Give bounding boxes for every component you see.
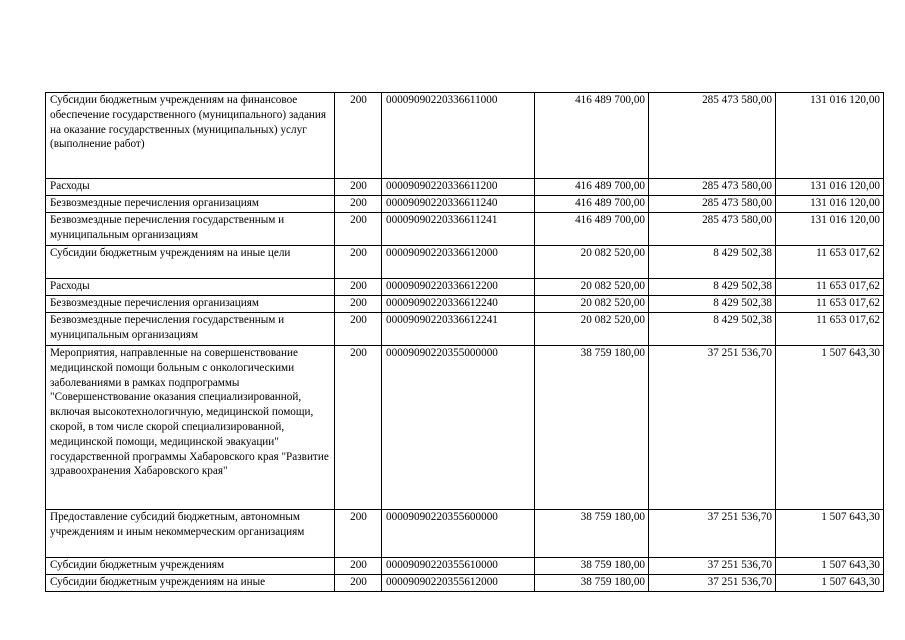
row-line-code: 200 [335,279,382,296]
table-row [46,246,884,279]
row-remaining-amount: 1 507 643,30 [776,510,884,558]
table-row [46,213,884,246]
row-executed-amount: 8 429 502,38 [649,313,776,346]
row-remaining-amount: 1 507 643,30 [776,575,884,592]
row-line-code: 200 [335,246,382,279]
row-approved-amount: 38 759 180,00 [535,575,649,592]
table-row [46,558,884,575]
row-name: Безвозмездные перечисления государственным и муниципальным организациям [46,313,335,346]
row-approved-amount: 416 489 700,00 [535,213,649,246]
row-remaining-amount: 1 507 643,30 [776,558,884,575]
row-approved-amount: 416 489 700,00 [535,93,649,179]
row-remaining-amount: 131 016 120,00 [776,179,884,196]
row-name: Безвозмездные перечисления организациям [46,296,335,313]
row-remaining-amount: 131 016 120,00 [776,93,884,179]
row-executed-amount: 37 251 536,70 [649,510,776,558]
row-executed-amount: 37 251 536,70 [649,575,776,592]
row-line-code: 200 [335,296,382,313]
row-classification-code: 00009090220336611200 [382,179,535,196]
row-remaining-amount: 11 653 017,62 [776,296,884,313]
row-line-code: 200 [335,558,382,575]
table-row [46,179,884,196]
row-classification-code: 00009090220355612000 [382,575,535,592]
row-approved-amount: 20 082 520,00 [535,296,649,313]
row-name: Расходы [46,179,335,196]
row-remaining-amount: 131 016 120,00 [776,213,884,246]
row-approved-amount: 20 082 520,00 [535,246,649,279]
row-classification-code: 00009090220336612200 [382,279,535,296]
row-classification-code: 00009090220355000000 [382,346,535,510]
row-remaining-amount: 131 016 120,00 [776,196,884,213]
table-row [46,296,884,313]
row-approved-amount: 38 759 180,00 [535,558,649,575]
row-remaining-amount: 1 507 643,30 [776,346,884,510]
row-classification-code: 00009090220336611240 [382,196,535,213]
table-row [46,313,884,346]
row-classification-code: 00009090220336611000 [382,93,535,179]
row-executed-amount: 37 251 536,70 [649,558,776,575]
row-line-code: 200 [335,93,382,179]
table-row [46,279,884,296]
row-approved-amount: 38 759 180,00 [535,510,649,558]
row-executed-amount: 8 429 502,38 [649,296,776,313]
row-line-code: 200 [335,313,382,346]
row-name: Мероприятия, направленные на совершенствование медицинской помощи больным с онкологическими заболеваниями в рамках подпрограммы "Совершенствование оказания специализированной, включая высокотехнологичную, медицинской помощи, скорой, в том числе скорой специализированной, медицинской помощи, медицинской эвакуации" государственной программы Хабаровского края "Развитие здравоохранения Хабаровского края" [46,346,335,510]
table-row [46,196,884,213]
row-line-code: 200 [335,575,382,592]
row-classification-code: 00009090220336612241 [382,313,535,346]
table-row [46,93,884,179]
table-row [46,510,884,558]
row-approved-amount: 20 082 520,00 [535,313,649,346]
row-remaining-amount: 11 653 017,62 [776,279,884,296]
row-name: Расходы [46,279,335,296]
row-approved-amount: 416 489 700,00 [535,179,649,196]
row-line-code: 200 [335,346,382,510]
row-executed-amount: 285 473 580,00 [649,179,776,196]
row-remaining-amount: 11 653 017,62 [776,313,884,346]
row-approved-amount: 416 489 700,00 [535,196,649,213]
row-executed-amount: 285 473 580,00 [649,213,776,246]
row-approved-amount: 20 082 520,00 [535,279,649,296]
row-name: Безвозмездные перечисления государственным и муниципальным организациям [46,213,335,246]
row-remaining-amount: 11 653 017,62 [776,246,884,279]
row-executed-amount: 8 429 502,38 [649,279,776,296]
row-executed-amount: 285 473 580,00 [649,93,776,179]
row-classification-code: 00009090220336612240 [382,296,535,313]
row-name: Субсидии бюджетным учреждениям на финансовое обеспечение государственного (муниципального) задания на оказание государственных (муниципальных) услуг (выполнение работ) [46,93,335,179]
row-line-code: 200 [335,179,382,196]
row-classification-code: 00009090220336612000 [382,246,535,279]
table-row [46,575,884,592]
budget-execution-table [45,92,884,592]
row-name: Субсидии бюджетным учреждениям [46,558,335,575]
row-name: Субсидии бюджетным учреждениям на иные цели [46,246,335,279]
row-classification-code: 00009090220355600000 [382,510,535,558]
row-executed-amount: 285 473 580,00 [649,196,776,213]
row-line-code: 200 [335,213,382,246]
row-executed-amount: 37 251 536,70 [649,346,776,510]
row-executed-amount: 8 429 502,38 [649,246,776,279]
row-approved-amount: 38 759 180,00 [535,346,649,510]
row-classification-code: 00009090220355610000 [382,558,535,575]
row-name: Предоставление субсидий бюджетным, автономным учреждениям и иным некоммерческим организациям [46,510,335,558]
row-name: Безвозмездные перечисления организациям [46,196,335,213]
row-name: Субсидии бюджетным учреждениям на иные [46,575,335,592]
row-line-code: 200 [335,196,382,213]
table-row [46,346,884,510]
row-line-code: 200 [335,510,382,558]
row-classification-code: 00009090220336611241 [382,213,535,246]
